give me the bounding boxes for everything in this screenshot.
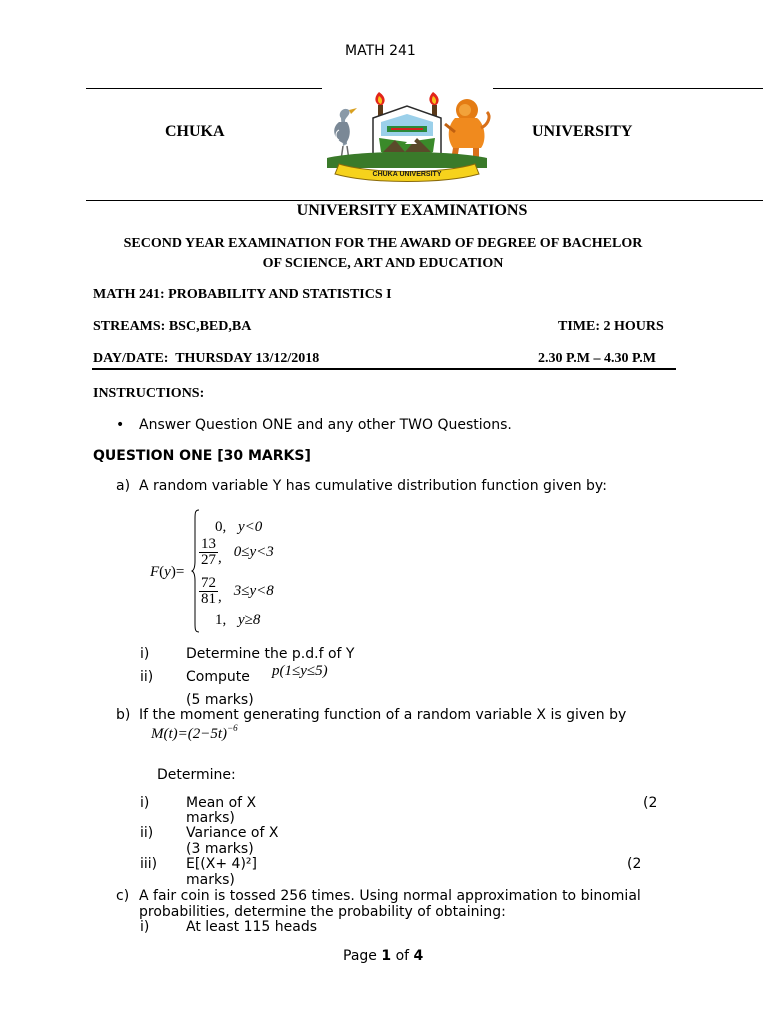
q1a-i-text: Determine the p.d.f of Y xyxy=(186,646,355,662)
cdf-brace xyxy=(191,509,201,633)
q1b-text: If the moment generating function of a random variable X is given by xyxy=(139,707,627,723)
q1b-determine: Determine: xyxy=(157,767,236,783)
q1b-label: b) xyxy=(116,707,131,723)
q1c-label: c) xyxy=(116,888,130,904)
q1b-ii-text: Variance of X xyxy=(186,825,279,841)
footer-page-total: 4 xyxy=(413,948,424,964)
instructions-bullet: • xyxy=(116,417,125,433)
cdf-row2-denominator: 27 xyxy=(201,552,216,568)
cdf-lhs-f: F xyxy=(150,564,160,580)
q1c-i-label: i) xyxy=(140,919,150,935)
exam-subtitle-line1: SECOND YEAR EXAMINATION FOR THE AWARD OF DEGREE OF BACHELOR xyxy=(123,236,643,251)
header-rule-full xyxy=(86,200,763,201)
cdf-row2-fraction xyxy=(199,537,218,568)
q1a-ii-expression: p(1≤y≤5) xyxy=(272,663,328,679)
q1b-iii-text: E[(X+ 4)²] xyxy=(186,856,257,872)
header-rule-left xyxy=(86,88,322,89)
q1b-i-marks-open: (2 xyxy=(643,795,658,811)
exam-subtitle-line2: OF SCIENCE, ART AND EDUCATION xyxy=(262,256,504,271)
details-rule xyxy=(92,368,676,370)
page-footer xyxy=(343,948,423,964)
footer-of-word: of xyxy=(395,948,410,964)
course-code-header: MATH 241 xyxy=(345,43,416,59)
q1b-mgf-base: M(t)=(2−5t) xyxy=(151,726,228,742)
streams: STREAMS: BSC,BED,BA xyxy=(93,319,252,334)
q1b-ii-marks: (3 marks) xyxy=(186,841,254,857)
q1b-ii-label: ii) xyxy=(140,825,154,841)
cdf-row3-denominator: 81 xyxy=(201,591,216,607)
q1a-ii-label: ii) xyxy=(140,669,154,685)
cdf-row2: $\frac{13}{27}$ , 0≤y<3 xyxy=(201,536,274,568)
cdf-row2-numerator: 13 xyxy=(201,536,216,552)
exam-time: TIME: 2 HOURS xyxy=(558,319,664,334)
header-rule-right xyxy=(493,88,763,89)
footer-page-word: Page xyxy=(343,948,377,964)
header-university: UNIVERSITY xyxy=(532,123,633,140)
instructions-item: Answer Question ONE and any other TWO Questions. xyxy=(139,417,512,433)
day-date: DAY/DATE: THURSDAY 13/12/2018 xyxy=(93,351,320,366)
cdf-row4-value: 1, xyxy=(215,612,227,628)
q1c-text-line2: probabilities, determine the probability of obtaining: xyxy=(139,904,506,920)
cdf-row3-fraction xyxy=(199,576,218,607)
q1c-text-line1: A fair coin is tossed 256 times. Using normal approximation to binomial xyxy=(139,888,641,904)
q1a-ii-text: Compute xyxy=(186,669,250,685)
exam-hours: 2.30 P.M – 4.30 P.M xyxy=(538,351,656,366)
q1a-label: a) xyxy=(116,478,131,494)
cdf-row2-condition: 0≤y<3 xyxy=(233,544,274,560)
cdf-row3: $\frac{72}{81}$ , 3≤y<8 xyxy=(201,575,274,607)
footer-page-number: 1 xyxy=(381,948,392,964)
course-title: MATH 241: PROBABILITY AND STATISTICS I xyxy=(93,287,392,302)
q1b-iii-label: iii) xyxy=(140,856,158,872)
q1b-iii-marks-open: (2 xyxy=(627,856,642,872)
cdf-row1 xyxy=(215,519,262,536)
q1b-i-marks-close: marks) xyxy=(186,810,235,826)
cdf-row1-value: 0, xyxy=(215,519,227,535)
q1b-mgf xyxy=(151,723,238,743)
q1c-i-text: At least 115 heads xyxy=(186,919,318,935)
cdf-row3-condition: 3≤y<8 xyxy=(233,583,274,599)
university-logo xyxy=(321,88,493,184)
q1a-i-label: i) xyxy=(140,646,150,662)
q1b-i-label: i) xyxy=(140,795,150,811)
q1b-iii-marks-close: marks) xyxy=(186,872,235,888)
q1a-text: A random variable Y has cumulative distribution function given by: xyxy=(139,478,607,494)
cdf-lhs: F(y)= xyxy=(150,564,185,580)
cdf-row1-condition: y<0 xyxy=(238,519,263,535)
exam-title: UNIVERSITY EXAMINATIONS xyxy=(296,202,528,219)
instructions-heading: INSTRUCTIONS: xyxy=(93,386,205,401)
cdf-lhs-y: y xyxy=(164,564,171,580)
q1b-mgf-exponent: −6 xyxy=(227,723,238,733)
q1a-marks: (5 marks) xyxy=(186,692,254,708)
logo-ribbon-text: CHUKA UNIVERSITY xyxy=(372,171,442,178)
header-chuka: CHUKA xyxy=(165,123,225,140)
cdf-row4-condition: y≥8 xyxy=(238,612,261,628)
cdf-row4 xyxy=(215,612,260,629)
cdf-row3-numerator: 72 xyxy=(201,575,216,591)
question-one-heading: QUESTION ONE [30 MARKS] xyxy=(93,448,311,464)
q1b-i-text: Mean of X xyxy=(186,795,257,811)
